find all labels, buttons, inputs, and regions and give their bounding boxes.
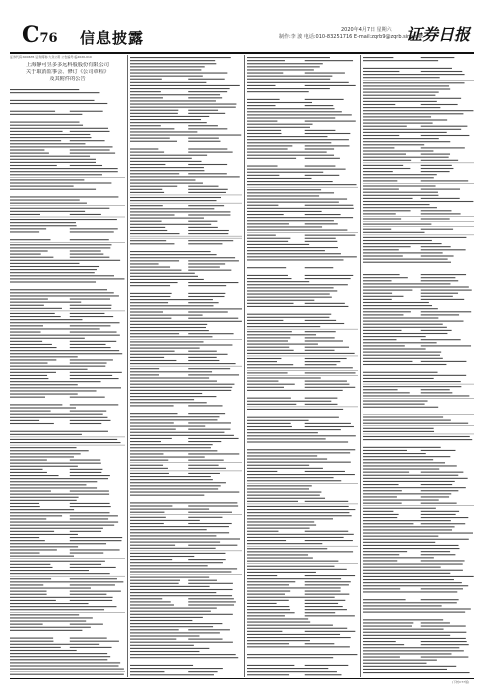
column-1 (10, 55, 125, 677)
column-divider (244, 55, 245, 677)
issue-date: 2020年4月7日 星期六 (341, 27, 392, 33)
column-4 (363, 55, 474, 677)
page-header (10, 18, 474, 52)
section-name: 信息披露 (80, 29, 145, 47)
title-line: 上海静可昱多多远科股股份有限公司 (25, 62, 109, 68)
header-rule (10, 52, 474, 54)
title-line: 关于取消监事会、修订《公司章程》 (25, 69, 109, 75)
page-letter: C (22, 22, 40, 48)
column-divider (127, 55, 128, 677)
column-2 (130, 55, 242, 677)
page-digits: 76 (39, 31, 58, 46)
page-body (10, 55, 474, 677)
column-divider (360, 55, 361, 677)
stock-code-line: 证券代码:600635 证券简称:大众公用 公告编号:临2020-010 (10, 55, 92, 59)
continued-note: (下转C77版) (452, 680, 470, 684)
column-body-text (247, 55, 358, 677)
column-body-text (363, 55, 474, 677)
column-body-text (10, 55, 125, 677)
editor-contact: 制作:李 波 电话:010-83251716 E-mail:zqrb9@zqrb.sina.net (279, 34, 424, 40)
column-body-text (130, 55, 242, 677)
newspaper-masthead: 证券日报 (406, 25, 471, 44)
footer-rule (10, 678, 474, 679)
page-number (22, 24, 58, 46)
column-3 (247, 55, 358, 677)
title-line: 及其附件的公告 (49, 76, 86, 82)
